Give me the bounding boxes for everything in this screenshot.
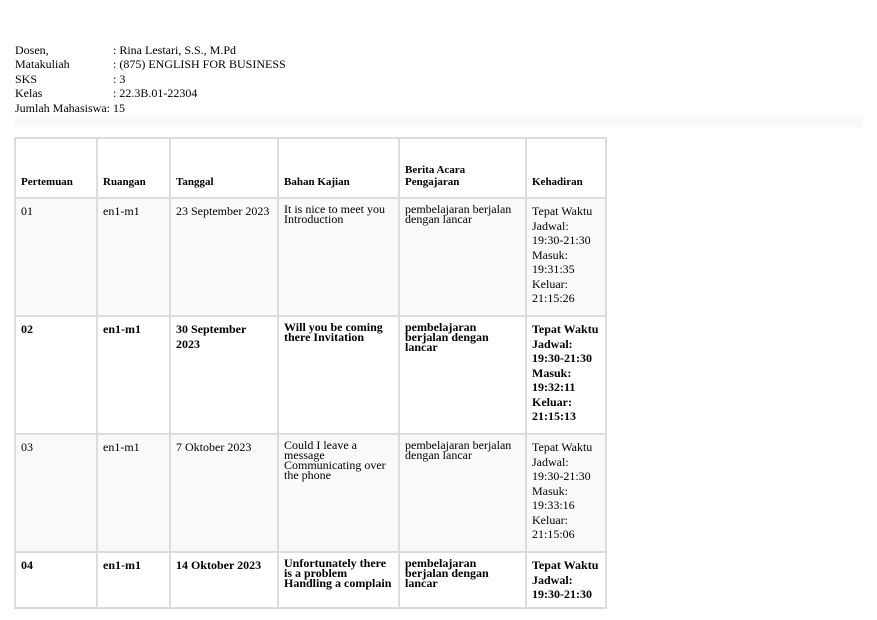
info-row-sks — [15, 72, 286, 86]
cell-tanggal: 30 September 2023 — [170, 316, 278, 434]
cell-pertemuan: 04 — [15, 552, 97, 608]
kehadiran-status: Tepat Waktu — [532, 440, 593, 454]
info-value: : 15 — [106, 100, 125, 115]
cell-pertemuan: 01 — [15, 198, 97, 316]
cell-kehadiran — [526, 316, 606, 434]
info-label: Matakuliah — [15, 57, 70, 72]
cell-tanggal: 7 Oktober 2023 — [170, 434, 278, 552]
kehadiran-status: Tepat Waktu — [532, 322, 599, 336]
kehadiran-masuk-label: Masuk: — [532, 365, 572, 380]
info-value: : (875) ENGLISH FOR BUSINESS — [113, 57, 286, 72]
kehadiran-masuk-label: Masuk: — [532, 483, 568, 498]
info-label: Jumlah Mahasiswa — [15, 100, 107, 115]
kehadiran-status: Tepat Waktu — [532, 558, 599, 572]
kehadiran-jadwal-value: 19:30-21:30 — [532, 469, 591, 483]
info-row-dosen — [15, 43, 286, 57]
cell-kehadiran — [526, 434, 606, 552]
cell-berita-acara: pembelajaran berjalan dengan lancar — [399, 198, 526, 316]
kehadiran-jadwal-label: Jadwal: — [532, 454, 569, 469]
column-header-berita-acara: Berita Acara Pengajaran — [399, 138, 526, 198]
cell-ruangan: en1-m1 — [97, 552, 170, 608]
column-header-bahan-kajian: Bahan Kajian — [278, 138, 399, 198]
info-row-kelas — [15, 86, 286, 100]
kehadiran-masuk-value: 19:31:35 — [532, 262, 575, 276]
table-row — [15, 552, 606, 608]
kehadiran-jadwal-label: Jadwal: — [532, 572, 573, 587]
kehadiran-masuk-value: 19:33:16 — [532, 498, 575, 512]
info-row-jumlah-mahasiswa — [15, 101, 286, 115]
info-label: Kelas — [15, 86, 43, 101]
kehadiran-masuk-value: 19:32:11 — [532, 380, 576, 394]
kehadiran-jadwal-label: Jadwal: — [532, 218, 569, 233]
cell-kehadiran — [526, 198, 606, 316]
cell-berita-acara: pembelajaran berjalan dengan lancar — [399, 316, 526, 434]
cell-berita-acara: pembelajaran berjalan dengan lancar — [399, 434, 526, 552]
info-row-matakuliah — [15, 57, 286, 71]
cell-tanggal: 14 Oktober 2023 — [170, 552, 278, 608]
table-row — [15, 198, 606, 316]
cell-bahan-kajian: Unfortunately there is a problem Handling a complain — [278, 552, 399, 608]
cell-tanggal: 23 September 2023 — [170, 198, 278, 316]
info-label: Dosen, — [15, 43, 49, 57]
column-header-ruangan: Ruangan — [97, 138, 170, 198]
info-value: : 3 — [113, 71, 126, 86]
kehadiran-keluar-label: Keluar: — [532, 394, 572, 409]
column-header-pertemuan: Pertemuan — [15, 138, 97, 198]
kehadiran-jadwal-value: 19:30-21:30 — [532, 351, 592, 365]
separator-band — [15, 115, 863, 127]
kehadiran-keluar-value: 21:15:06 — [532, 527, 575, 541]
table-row — [15, 434, 606, 552]
column-header-kehadiran: Kehadiran — [526, 138, 606, 198]
course-info — [15, 43, 286, 115]
cell-bahan-kajian: Could I leave a message Communicating over the phone — [278, 434, 399, 552]
cell-berita-acara: pembelajaran berjalan dengan lancar — [399, 552, 526, 608]
column-header-tanggal: Tanggal — [170, 138, 278, 198]
kehadiran-jadwal-label: Jadwal: — [532, 336, 573, 351]
kehadiran-jadwal-value: 19:30-21:30 — [532, 587, 592, 601]
cell-bahan-kajian: Will you be coming there Invitation — [278, 316, 399, 434]
kehadiran-keluar-label: Keluar: — [532, 276, 568, 291]
info-label: SKS — [15, 71, 38, 86]
kehadiran-keluar-value: 21:15:13 — [532, 409, 576, 423]
info-value: : Rina Lestari, S.S., M.Pd — [113, 43, 237, 57]
kehadiran-status: Tepat Waktu — [532, 204, 593, 218]
kehadiran-keluar-value: 21:15:26 — [532, 291, 575, 305]
cell-ruangan: en1-m1 — [97, 198, 170, 316]
kehadiran-jadwal-value: 19:30-21:30 — [532, 233, 591, 247]
kehadiran-masuk-label: Masuk: — [532, 247, 568, 262]
cell-ruangan: en1-m1 — [97, 434, 170, 552]
cell-kehadiran — [526, 552, 606, 608]
cell-pertemuan: 03 — [15, 434, 97, 552]
cell-ruangan: en1-m1 — [97, 316, 170, 434]
info-value: : 22.3B.01-22304 — [113, 86, 198, 101]
kehadiran-keluar-label: Keluar: — [532, 512, 568, 527]
cell-bahan-kajian: It is nice to meet you Introduction — [278, 198, 399, 316]
attendance-table — [14, 137, 607, 609]
table-header-row — [15, 138, 606, 198]
table-row — [15, 316, 606, 434]
cell-pertemuan: 02 — [15, 316, 97, 434]
